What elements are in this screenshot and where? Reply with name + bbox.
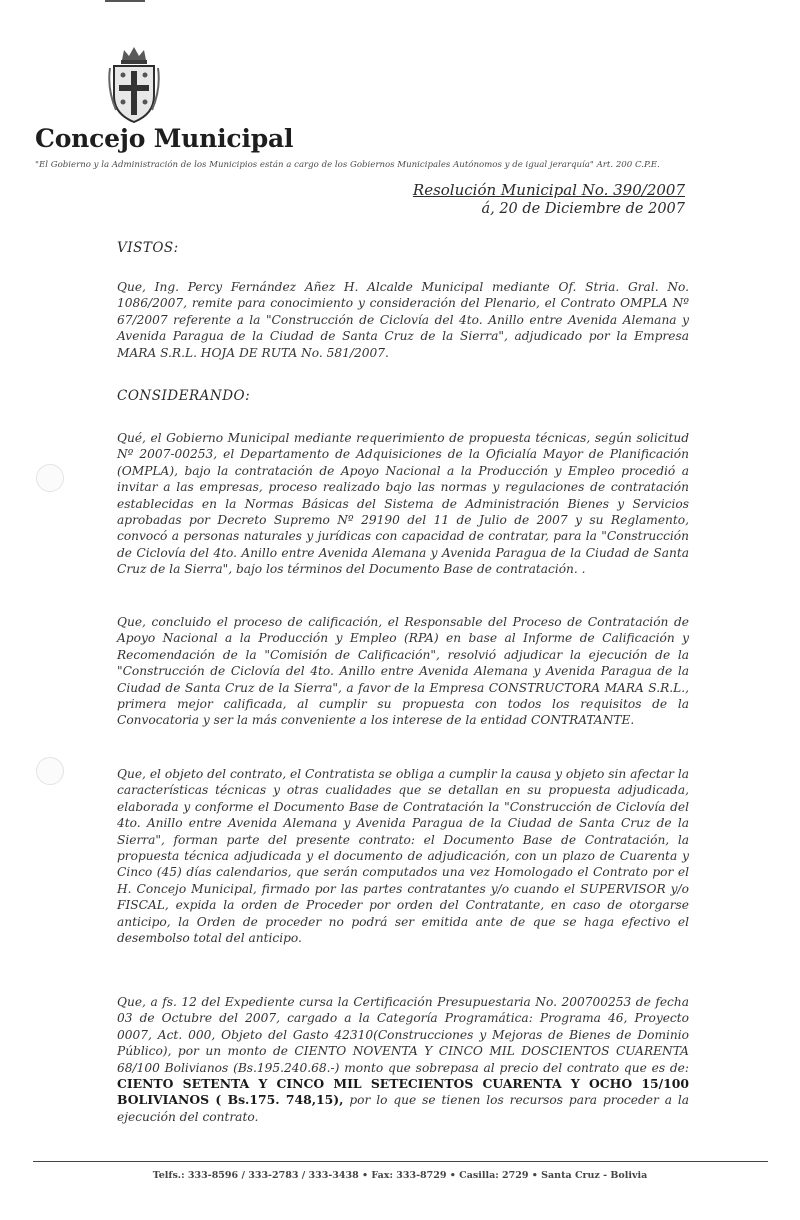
footer-contact: Telfs.: 333-8596 / 333-2783 / 333-3438 • Fax: 333-8729 • Casilla: 2729 • Santa Cruz - Bolivia: [152, 1170, 648, 1181]
section-considerando: CONSIDERANDO:: [117, 388, 251, 404]
institution-name: Concejo Municipal: [35, 124, 294, 153]
punch-hole: [36, 464, 64, 492]
scan-artifact: [105, 0, 145, 2]
paragraph-text: por lo que se tienen los recursos para proceder a la ejecución del contrato.: [117, 1093, 690, 1124]
paragraph-considerando-3: Que, el objeto del contrato, el Contratista se obliga a cumplir la causa y objeto sin afectar la características técnicas y otras cualidades que se detallan en su propuesta adjudicada, elaborada y conforme el Documento Base de Contratación la "Construcción de Ciclovía del 4to. Anillo entre Avenida Alemana y Avenida Paragua de la Ciudad de Santa Cruz de la Sierra", forman parte del presente contrato: el Documento Base de Contratación, la propuesta técnica adjudicada y el documento de adjudicación, con un plazo de Cuarenta y Cinco (45) días calendarios, que serán computados una vez Homologado el Contrato por el H. Concejo Municipal, firmado por las partes contratantes y/o cuando el SUPERVISOR y/o FISCAL, expida la orden de Proceder por orden del Contratante, en caso de otorgarse anticipo, la Orden de proceder no podrá ser emitida ante de que se haga efectivo el desembolso total del anticipo.: [117, 767, 689, 946]
resolution-number: Resolución Municipal No. 390/2007: [412, 181, 685, 199]
footer-divider: [33, 1161, 768, 1162]
paragraph-considerando-4: [117, 994, 689, 1125]
punch-hole: [36, 757, 64, 785]
resolution-date: á, 20 de Diciembre de 2007: [481, 201, 685, 217]
section-vistos: VISTOS:: [117, 240, 179, 256]
paragraph-considerando-2: Que, concluido el proceso de calificación, el Responsable del Proceso de Contratación de Apoyo Nacional a la Producción y Empleo (RPA) en base al Informe de Calificación y Recomendación de la "Comisión de Calificación", resolvió adjudicar la ejecución de la "Construcción de Ciclovía del 4to. Anillo entre Avenida Alemana y Avenida Paragua de la Ciudad de Santa Cruz de la Sierra", a favor de la Empresa CONSTRUCTORA MARA S.R.L., primera mejor calificada, al cumplir su propuesta con todos los requisitos de la Convocatoria y ser la más conveniente a los interese de la entidad CONTRATANTE.: [117, 615, 689, 728]
institution-motto: "El Gobierno y la Administración de los Municipios están a cargo de los Gobiernos Municipales Autónomos y de igual jerarquía" Art. 200 C.P.E.: [35, 160, 660, 170]
contract-amount: CIENTO SETENTA Y CINCO MIL SETECIENTOS CUARENTA Y OCHO 15/100 BOLIVIANOS ( Bs.175. 748,15),: [117, 1076, 689, 1108]
paragraph-text: Que, a fs. 12 del Expediente cursa la Certificación Presupuestaria No. 200700253 de fecha 03 de Octubre del 2007, cargado a la Categoría Programática: Programa 46, Proyecto 0007, Act. 000, Objeto del Gasto 42310(Construcciones y Mejoras de Bienes de Dominio Público), por un monto de CIENTO NOVENTA Y CINCO MIL DOSCIENTOS CUARENTA 68/100 Bolivianos (Bs.195.240.68.-) monto que sobrepasa al precio del contrato que es de:: [117, 995, 689, 1075]
paragraph-considerando-1: Qué, el Gobierno Municipal mediante requerimiento de propuesta técnicas, según solicitud Nº 2007-00253, el Departamento de Adquisiciones de la Oficialía Mayor de Planificación (OMPLA), bajo la contratación de Apoyo Nacional a la Producción y Empleo procedió a invitar a las empresas, proceso realizado bajo las normas y regulaciones de contratación establecidas en la Normas Básicas del Sistema de Administración Bienes y Servicios aprobadas por Decreto Supremo Nº 29190 del 11 de Julio de 2007 y su Reglamento, convocó a personas naturales y jurídicas con capacidad de contratar, para la "Construcción de Ciclovía del 4to. Anillo entre Avenida Alemana y Avenida Paragua de la Ciudad de Santa Cruz de la Sierra", bajo los términos del Documento Base de contratación. .: [117, 431, 689, 577]
paragraph-vistos: Que, Ing. Percy Fernández Añez H. Alcalde Municipal mediante Of. Stria. Gral. No. 1086/2007, remite para conocimiento y consideración del Plenario, el Contrato OMPLA Nº 67/2007 referente a la "Construcción de Ciclovía del 4to. Anillo entre Avenida Alemana y Avenida Paragua de la Ciudad de Santa Cruz de la Sierra", adjudicado por la Empresa MARA S.R.L. HOJA DE RUTA No. 581/2007.: [117, 280, 689, 360]
coat-of-arms-icon: [106, 44, 162, 126]
